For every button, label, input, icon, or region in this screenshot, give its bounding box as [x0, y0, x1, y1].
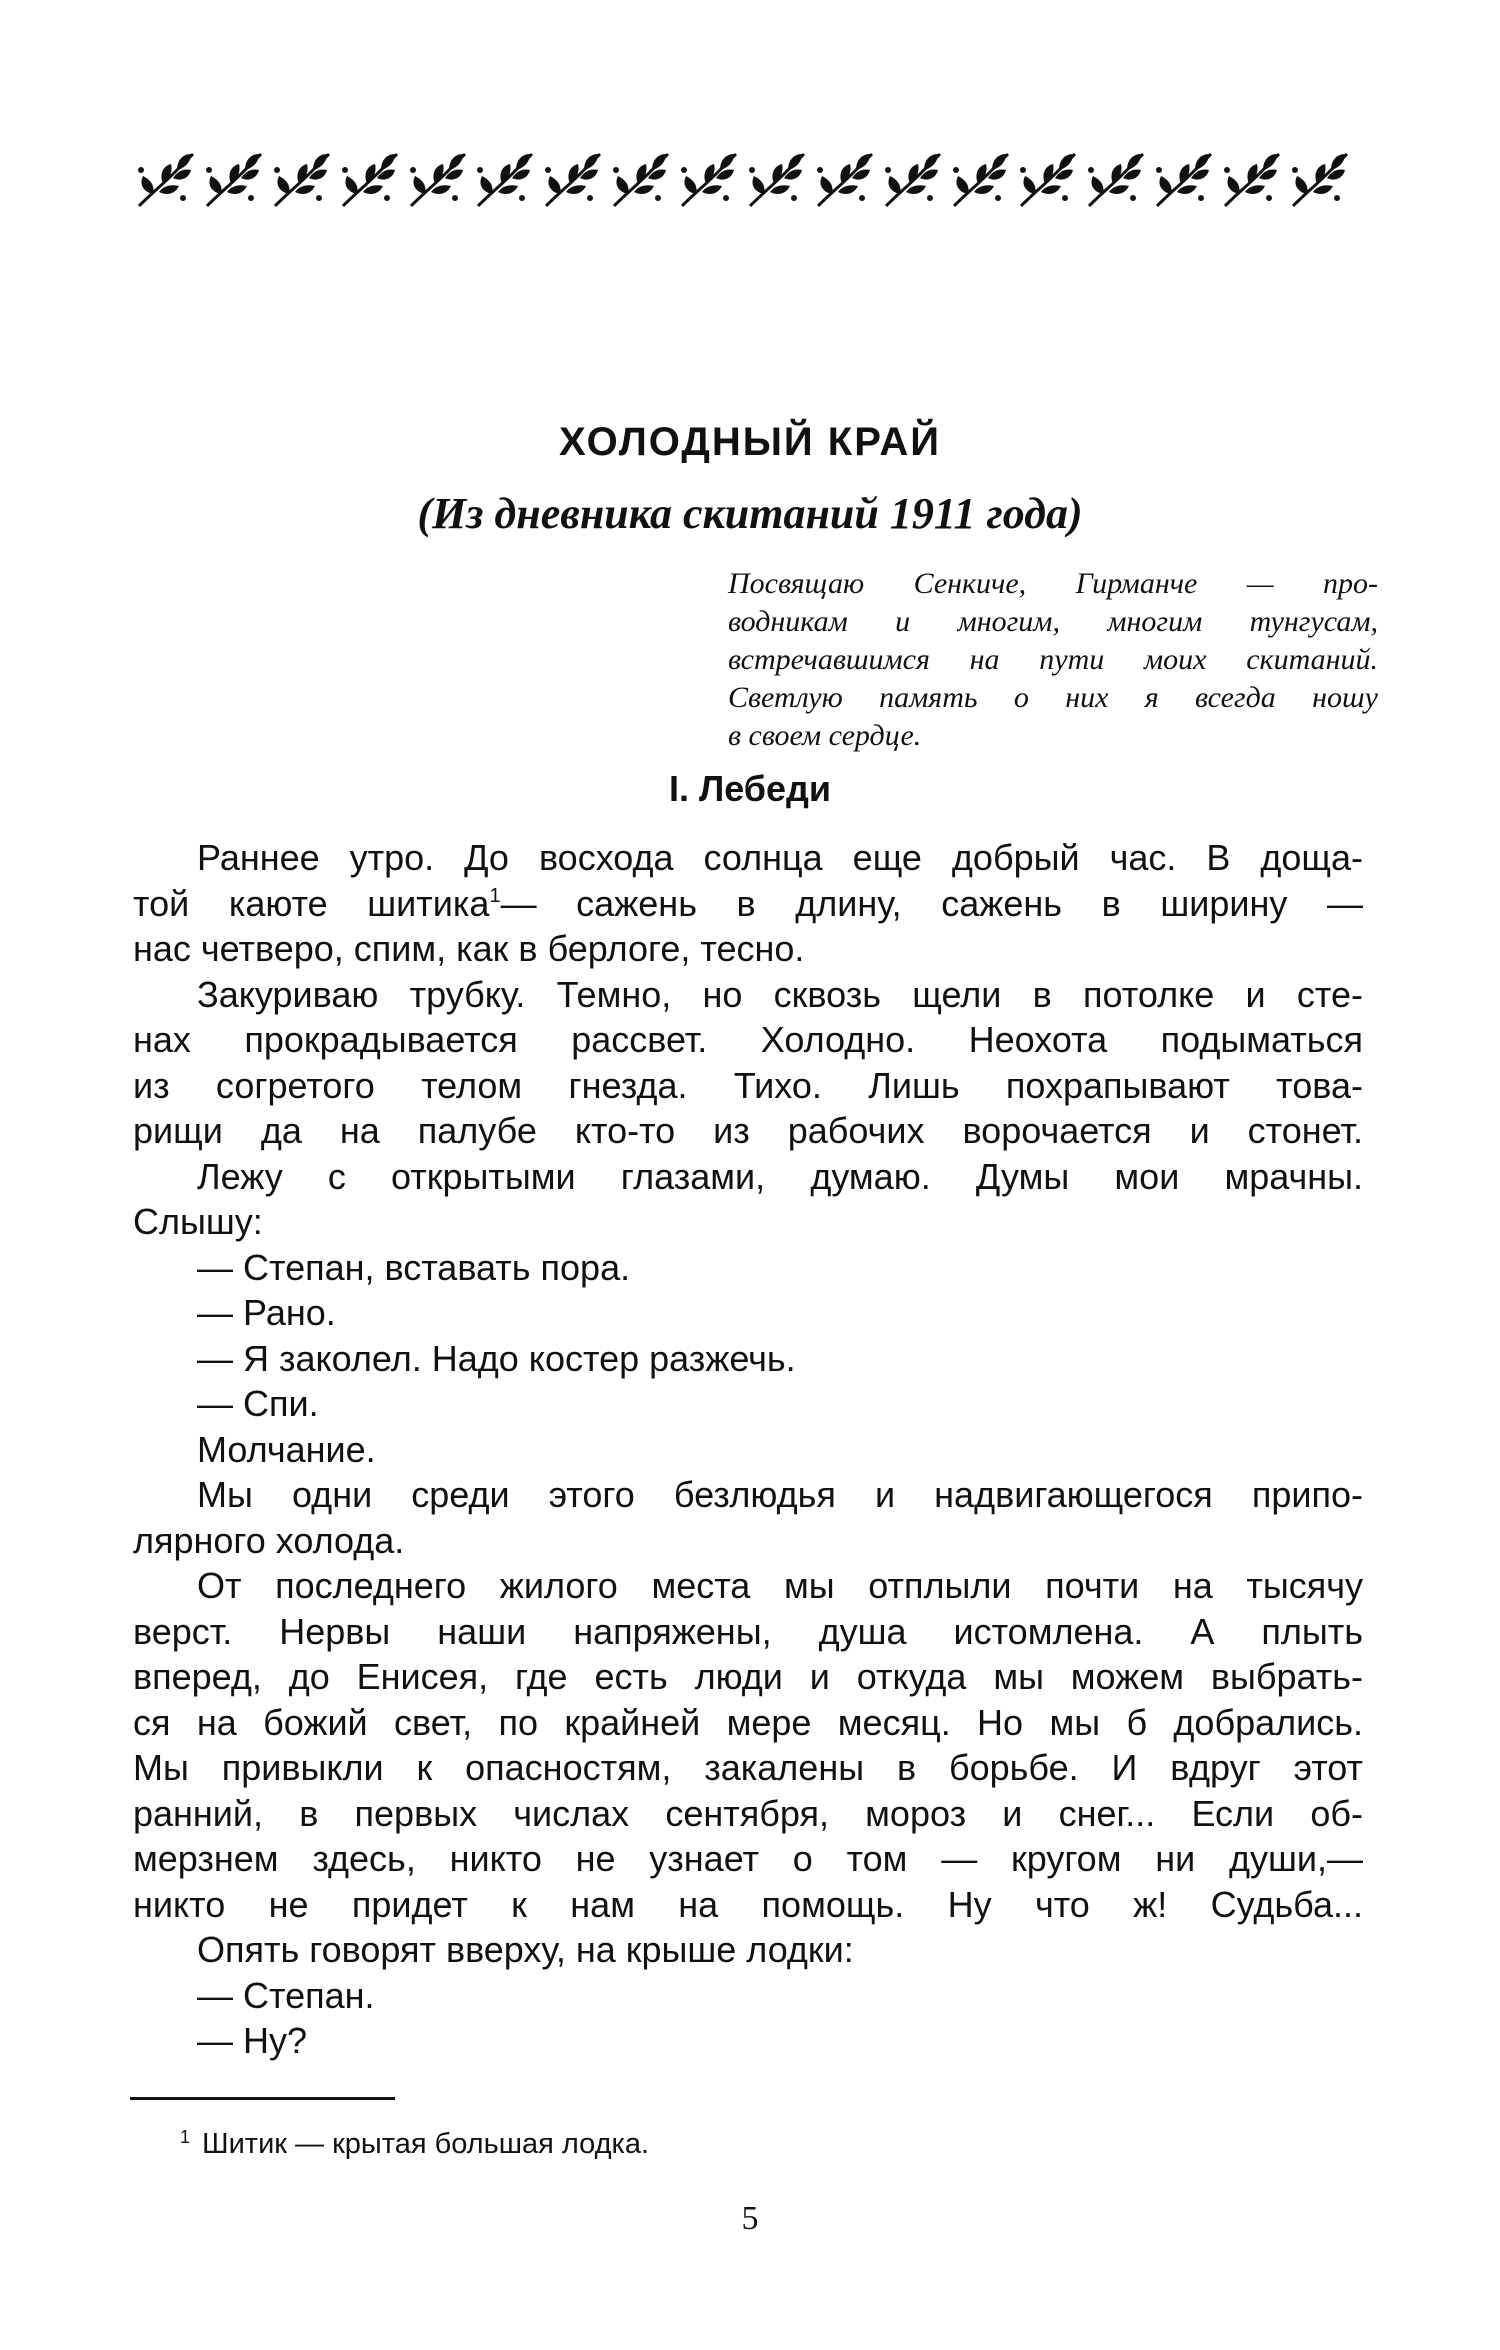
- fleuron-icon: [337, 150, 403, 210]
- dialogue-line: — Рано.: [197, 1292, 336, 1333]
- text-line: вперед, до Енисея, где есть люди и откуда мы можем выбрать-: [133, 1656, 1363, 1697]
- dialogue-line: — Спи.: [197, 1383, 319, 1424]
- footnote-mark: 1: [180, 2127, 191, 2147]
- dialogue-line: — Я заколел. Надо костер разжечь.: [197, 1337, 796, 1379]
- text-line: От последнего жилого места мы отплыли почти на тысячу: [197, 1565, 1363, 1606]
- dedication-line: водникам и многим, многим тунгусам,: [728, 605, 1378, 638]
- text-line: Молчание.: [197, 1428, 376, 1470]
- fleuron-icon: [133, 150, 199, 210]
- footnote-reference: 1: [489, 884, 501, 907]
- text-line: Лежу с открытыми глазами, думаю. Думы мои мрачны.: [197, 1155, 1363, 1197]
- text-line: Мы одни среди этого безлюдья и надвигающегося припо-: [197, 1474, 1363, 1515]
- text-line: мерзнем здесь, никто не узнает о том — кругом ни души,—: [133, 1838, 1363, 1879]
- text-line: лярного холода.: [133, 1519, 405, 1561]
- text-line: Закуриваю трубку. Темно, но сквозь щели в потолке и сте-: [197, 973, 1363, 1015]
- dialogue-line: — Степан, вставать пора.: [197, 1246, 631, 1288]
- text-line: из согретого телом гнезда. Тихо. Лишь похрапывают това-: [133, 1064, 1363, 1106]
- dedication-line: в своем сердце.: [728, 719, 922, 752]
- fleuron-icon: [1083, 150, 1149, 210]
- fleuron-icon: [676, 150, 742, 210]
- fleuron-icon: [540, 150, 606, 210]
- dedication-epigraph: [728, 565, 1378, 755]
- text-line: нах прокрадывается рассвет. Холодно. Неохота подыматься: [133, 1019, 1363, 1060]
- body-text: [133, 835, 1363, 2064]
- fleuron-icon: [812, 150, 878, 210]
- text-line: никто не придет к нам на помощь. Ну что ж! Судьба...: [133, 1883, 1363, 1925]
- text-line: ранний, в первых числах сентября, мороз и снег... Если об-: [133, 1792, 1363, 1834]
- fleuron-icon: [744, 150, 810, 210]
- dialogue-line: — Ну?: [197, 2020, 308, 2061]
- text-line: нас четверо, спим, как в берлоге, тесно.: [133, 928, 805, 969]
- footnote: [180, 2128, 649, 2161]
- text-line: Слышу:: [133, 1201, 263, 1242]
- text-line: Раннее утро. До восхода солнца еще добрый час. В доща-: [197, 837, 1363, 878]
- text-line: ся на божий свет, по крайней мере месяц. Но мы б добрались.: [133, 1701, 1363, 1743]
- text-fragment: той каюте шитика: [133, 882, 490, 924]
- text-line: верст. Нервы наши напряжены, душа истомлена. А плыть: [133, 1610, 1363, 1652]
- text-fragment: — сажень в длину, сажень в ширину —: [500, 882, 1363, 924]
- fleuron-icon: [1151, 150, 1217, 210]
- dedication-line: Светлую память о них я всегда ношу: [728, 681, 1378, 714]
- chapter-title: ХОЛОДНЫЙ КРАЙ: [558, 420, 942, 464]
- dedication-line: Посвящаю Сенкиче, Гирманче — про-: [728, 567, 1378, 600]
- fleuron-icon: [1287, 150, 1353, 210]
- fleuron-icon: [1219, 150, 1285, 210]
- footnote-text: Шитик — крытая большая лодка.: [202, 2128, 650, 2160]
- text-line: рищи да на палубе кто-то из рабочих ворочается и стонет.: [133, 1110, 1363, 1151]
- ornamental-border: [133, 150, 1353, 210]
- section-heading: I. Лебеди: [668, 768, 832, 809]
- page-number: 5: [741, 2200, 759, 2237]
- fleuron-icon: [880, 150, 946, 210]
- fleuron-icon: [1015, 150, 1081, 210]
- chapter-subtitle: (Из дневника скитаний 1911 года): [417, 489, 1083, 538]
- fleuron-icon: [472, 150, 538, 210]
- text-line: Мы привыкли к опасностям, закалены в борьбе. И вдруг этот: [133, 1747, 1363, 1788]
- footnote-divider: [130, 2097, 395, 2100]
- text-line: Опять говорят вверху, на крыше лодки:: [197, 1929, 854, 1970]
- dedication-line: встречавшимся на пути моих скитаний.: [728, 643, 1378, 676]
- fleuron-icon: [269, 150, 335, 210]
- dialogue-line: — Степан.: [197, 1974, 375, 2016]
- fleuron-icon: [405, 150, 471, 210]
- text-line: [133, 881, 1363, 927]
- fleuron-icon: [948, 150, 1014, 210]
- fleuron-icon: [608, 150, 674, 210]
- fleuron-icon: [201, 150, 267, 210]
